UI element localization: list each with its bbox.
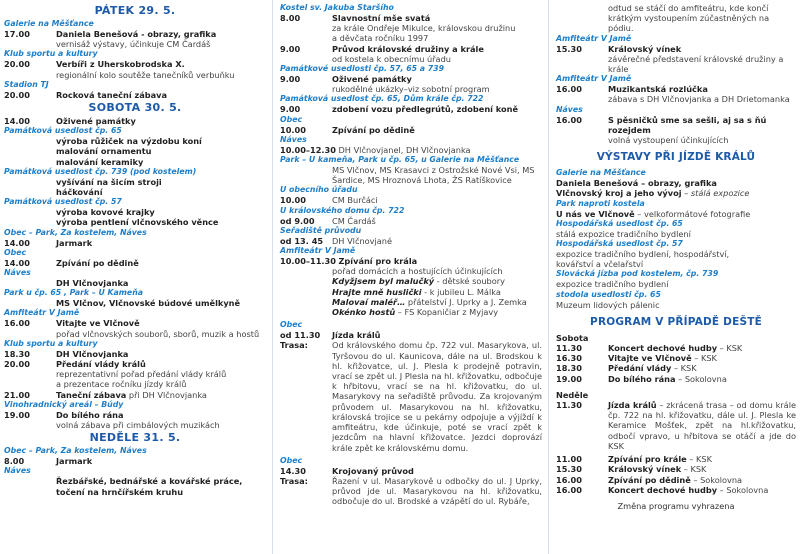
event-desc: při DH Vlčnovjanka — [128, 389, 207, 400]
event-title: Řezbářské, bednářské a kovářské práce, — [56, 476, 243, 487]
sub-program-title: Kdyžjsem byl malučký — [332, 276, 435, 287]
event-title: Zpívání po dědině — [332, 124, 415, 135]
event-title: Vitajte ve Vlčnově — [608, 353, 692, 364]
route-label: Trasa: — [280, 340, 308, 351]
event-desc: CM Čardáš — [332, 215, 376, 226]
exhibition-desc: stálá expozice tradičního bydlení — [556, 228, 691, 239]
event-time: 9.00 — [280, 43, 301, 54]
exhibition-desc: – stálá expozice — [681, 188, 750, 199]
venue-label: Park naproti kostela — [556, 198, 645, 208]
venue-label: Slovácká jízba pod kostelem, čp. 739 — [556, 269, 719, 279]
event-row — [4, 90, 266, 100]
event-title: Jarmark — [56, 456, 93, 467]
event-desc: – KSK — [686, 454, 712, 465]
event-row — [556, 475, 796, 485]
event-time: 21.00 — [4, 389, 30, 400]
event-desc: – Sokolovna — [690, 474, 743, 485]
venue-label: stodola usedlosti čp. 65 — [556, 289, 661, 299]
event-row — [280, 44, 542, 54]
event-row — [556, 84, 796, 94]
event-time: 18.30 — [556, 363, 582, 374]
event-title: Oživené památky — [56, 116, 136, 127]
event-row — [280, 236, 542, 246]
event-row — [556, 485, 796, 495]
sub-program-title: Okénko hostů — [332, 307, 396, 318]
event-title: výroba růžiček na výzdobu koní — [56, 136, 202, 147]
event-row — [280, 13, 542, 23]
event-title: Jarmark — [56, 237, 93, 248]
event-desc: – Sokolovna — [717, 484, 769, 495]
event-time: 20.00 — [4, 59, 30, 70]
event-row — [4, 238, 266, 248]
event-row — [4, 116, 266, 126]
event-row — [4, 359, 266, 369]
event-desc: od kostela k obecnímu úřadu — [332, 53, 451, 64]
event-title: točení na hrnčířském kruhu — [56, 486, 184, 497]
event-title: Rocková taneční zábava — [56, 89, 168, 100]
sub-program-desc: – FS Kopaničiar z Myjavy — [395, 307, 499, 318]
event-time: od 13. 45 — [280, 235, 324, 246]
venue-label: Obec — [280, 455, 303, 465]
event-time: 20.00 — [4, 89, 30, 100]
route-text: Od královského domu čp. 722 vul. Masarykova, ul. Tyršovou do ul. Kaunicova, dále na ul. Brodskou k hl. křižovatce, ul. J. Plesla k prodejně potravin, vrací se zpět ul. J Plesla na hl. křižovatku, odbočuje k hřbitovu, vrací se na hl. křižovatku, do ul. Masarykovy na seřadiště průvodu. Za krojovaným průvodem ul. Masarykovou na hl. křižovatku, královská trojice se u pekárny odpojuje a výjíždí k amfiteátru, kde účinkuje, poté se vrací zpět k jezdcům na hlavní křižovatce. Jezdci doprovází krále zpět ke královskému domu. — [332, 340, 542, 453]
event-row — [556, 454, 796, 464]
venue-label: Klub sportu a kultury — [4, 338, 98, 348]
event-row — [4, 349, 266, 359]
venue-label: Náves — [280, 134, 307, 144]
event-desc: DH Vlčnovjané — [332, 235, 393, 246]
event-row — [280, 104, 542, 114]
route-label: Trasa: — [280, 475, 308, 486]
event-time: 16.00 — [4, 318, 30, 329]
event-row — [280, 216, 542, 226]
event-time: 20.00 — [4, 359, 30, 370]
event-row — [556, 363, 796, 373]
event-row — [280, 330, 542, 340]
event-time: 10.00–12.30 — [280, 144, 336, 155]
event-desc: pořad vlčnovských souborů, sborů, muzik a hostů — [56, 328, 260, 339]
event-title: Krojovaný průvod — [332, 465, 414, 476]
event-time: 14.00 — [4, 116, 30, 127]
event-time: 14.30 — [280, 465, 306, 476]
event-desc: DH Vlčnovjanel, DH Vlčnovjanka — [338, 144, 471, 155]
event-row — [556, 464, 796, 474]
event-desc: – KSK — [681, 464, 707, 475]
event-title: Vitajte ve Vlčnově — [56, 318, 140, 329]
event-row — [556, 374, 796, 384]
footer-note: Změna programu vyhrazena — [617, 500, 735, 511]
event-time: 16.00 — [556, 84, 582, 95]
event-time: 11.30 — [556, 400, 582, 411]
event-time: 14.00 — [4, 257, 30, 268]
event-row — [556, 343, 796, 353]
event-row — [280, 125, 542, 135]
event-time: 18.30 — [4, 348, 30, 359]
event-title: výroba pentlení vlčnovského věnce — [56, 217, 219, 228]
event-time: 8.00 — [4, 456, 25, 467]
event-desc: a prezentace ročníku jízdy králů — [56, 379, 187, 390]
venue-label: Galerie na Měšťance — [556, 168, 646, 178]
event-title: Oživené památky — [332, 74, 412, 85]
venue-label: Hospodářská usedlost čp. 65 — [556, 218, 683, 228]
event-title: Do bílého rána — [608, 373, 676, 384]
event-desc: rukodělné ukázky–viz sobotní program — [332, 84, 490, 95]
event-title: Koncert dechové hudby — [608, 484, 718, 495]
event-title: Zpívání po dědině — [56, 257, 139, 268]
event-time: 14.00 — [4, 237, 30, 248]
exhibition-title: U nás ve Vlčnově — [556, 208, 635, 219]
sub-program-title: Malovaí maléř… — [332, 296, 406, 307]
event-title: Slavnostní mše svatá — [332, 13, 431, 23]
event-desc: – zkrácená trasa – od domu krále čp. 722 na hl. křižovatku, dále ul. J. Plesla ke Keramice Mošťek, zpět na hl.křižovatku, odbočí vpravo, u hřbitova se otáčí a jde do KSK — [608, 400, 797, 451]
event-title: vyšívání na šicím stroji — [56, 176, 162, 187]
venue-label: Amfiteátr V Jamě — [280, 246, 356, 256]
event-time: 19.00 — [4, 409, 30, 420]
venue-label: Památková usedlost čp. 65 — [4, 126, 122, 136]
sub-program-desc: přátelství J. Uprky a J. Zemka — [405, 296, 527, 307]
venue-label: Galerie na Měšťance — [4, 19, 94, 28]
venue-label: Obec – Park, Za kostelem, Náves — [4, 227, 147, 237]
event-title: Průvod královské družiny a krále — [332, 43, 484, 54]
event-time: 10.00–11.30 — [280, 256, 336, 267]
exhibition-desc: kovářství a včelařství — [556, 259, 644, 270]
column-divider-1 — [272, 0, 273, 554]
event-desc: pořad domácích a hostujících účinkujících — [332, 266, 503, 277]
event-desc: zábava s DH Vlčnovjanka a DH Drietomanka — [608, 94, 790, 105]
event-row — [4, 258, 266, 268]
event-desc: vernisáž výstavy, účinkuje CM Čardáš — [56, 39, 211, 50]
venue-label: Park – U kameňa, Park u čp. 65, u Galerie na Měšťance — [280, 155, 520, 165]
event-row — [4, 410, 266, 420]
event-time: 9.00 — [280, 104, 301, 115]
event-time: 10.00 — [280, 195, 306, 206]
event-row — [4, 29, 266, 39]
venue-label: Památková usedlost čp. 739 (pod kostelem) — [4, 166, 197, 176]
event-time: 16.00 — [556, 114, 582, 125]
event-desc: – KSK — [691, 353, 717, 364]
exhibition-desc: expozice tradičního bydlení, hospodářství, — [556, 249, 730, 260]
event-time: 11.00 — [556, 454, 582, 465]
event-desc: – Sokolovna — [675, 373, 727, 384]
event-time: od 11.30 — [280, 330, 321, 341]
event-title: Koncert dechové hudby — [608, 343, 718, 354]
venue-label: Klub sportu a kultury — [4, 49, 98, 59]
day-heading-saturday: SOBOTA 30. 5. — [88, 101, 182, 115]
event-time: 17.00 — [4, 29, 30, 39]
exhibitions-heading: VÝSTAVY PŘI JÍZDĚ KRÁLŮ — [596, 151, 756, 164]
venue-label: Kostel sv. Jakuba Staršího — [280, 3, 394, 12]
rain-program-heading: PROGRAM V PŘÍPADĚ DEŠTĚ — [590, 315, 762, 328]
sub-program-title: Hrajte mně huslički — [332, 286, 422, 297]
program-column-1 — [4, 3, 266, 497]
event-desc: volná zábava při cimbálových muzikách — [56, 420, 220, 431]
event-desc: MS Vlčnov, MS Krasavci z Ostrožské Nové Vsi, MS — [332, 165, 535, 176]
event-desc: za krále Ondřeje Mikulce, královskou družinu — [332, 23, 516, 34]
event-desc: regionální kolo soutěže tanečníků verbuňku — [56, 69, 235, 80]
sub-program-desc: - dětské soubory — [434, 276, 505, 287]
event-time: 19.00 — [556, 373, 582, 384]
event-title: malování keramiky — [56, 156, 144, 167]
event-time: 16.30 — [556, 353, 582, 364]
exhibition-desc: expozice tradičního bydlení — [556, 279, 669, 290]
event-title: Jízda králů — [332, 330, 381, 341]
event-time: 8.00 — [280, 13, 301, 23]
venue-label: Náves — [556, 104, 583, 114]
day-heading-sunday: NEDĚLE 31. 5. — [89, 431, 181, 445]
venue-label: Obec — [280, 114, 303, 124]
column-divider-2 — [548, 0, 549, 554]
venue-label: Park u čp. 65 , Park – U Kameňa — [4, 288, 144, 298]
venue-label: Náves — [4, 466, 31, 476]
event-title: Daniela Benešová - obrazy, grafika — [56, 29, 217, 39]
venue-label: Památková usedlost čp. 57 — [4, 197, 122, 207]
event-title: Muzikantská rozlúčka — [608, 84, 708, 95]
event-time: 9.00 — [280, 74, 301, 85]
venue-label: U královského domu čp. 722 — [280, 205, 405, 215]
event-time: 16.00 — [556, 484, 582, 495]
event-title: Verbíři z Uherskobrodska X. — [56, 59, 185, 70]
event-title: výroba kovové krajky — [56, 207, 155, 218]
event-title: Taneční zábava — [56, 389, 127, 400]
event-row — [4, 59, 266, 69]
event-row — [280, 195, 542, 205]
sub-program-desc: - k jubileu L. Málka — [421, 286, 501, 297]
venue-label: Hospodářská usedlost čp. 57 — [556, 239, 683, 249]
event-title: Zpívání po dědině — [608, 474, 691, 485]
venue-label: Amfiteátr V Jamě — [4, 308, 80, 318]
exhibition-desc: – velkoformátové fotografie — [634, 208, 751, 219]
event-title: zdobení vozu předlegrútů, zdobení koně — [332, 104, 519, 115]
day-heading-friday: PÁTEK 29. 5. — [94, 4, 176, 17]
event-row — [280, 256, 542, 266]
event-title: Předání vlády — [608, 363, 672, 374]
event-title: malování ornamentu — [56, 146, 152, 157]
program-column-2 — [280, 3, 542, 507]
exhibition-title: Vlčnovský kroj a jeho vývoj — [556, 188, 682, 199]
event-time: od 9.00 — [280, 215, 315, 226]
exhibition-desc: Muzeum lidových pálenic — [556, 299, 660, 310]
event-time: 10.00 — [280, 124, 306, 135]
event-desc: CM Burčáci — [332, 195, 378, 206]
venue-label: Seřadiště průvodu — [280, 225, 362, 235]
event-time: 11.30 — [556, 343, 582, 354]
event-title: Zpívání pro krále — [608, 454, 687, 465]
event-desc: reprezentativní pořad předání vlády králů — [56, 369, 227, 380]
venue-label: Obec — [280, 320, 303, 330]
event-title: Zpívání pro krála — [338, 256, 418, 267]
event-title: háčkování — [56, 187, 103, 198]
event-row — [556, 400, 796, 451]
event-row — [280, 145, 542, 155]
event-time: 15.30 — [556, 43, 582, 54]
event-desc: a děvčata ročníku 1997 — [332, 33, 429, 44]
venue-label: Památková usedlost čp. 65, Dům krále čp. 722 — [280, 94, 484, 104]
venue-label: Amfiteátr V Jamě — [556, 74, 632, 84]
venue-label: Obec — [4, 247, 27, 257]
event-row — [556, 353, 796, 363]
event-title: S pěsničků sme sa sešli, aj sa s ňú rozejdem — [608, 114, 767, 135]
event-row — [556, 44, 796, 54]
venue-label: Náves — [4, 268, 31, 278]
event-desc: Šardice, MS Hroznová Lhota, ŽS Ratíškovice — [332, 175, 512, 186]
event-time: 16.00 — [556, 474, 582, 485]
event-time: 15.30 — [556, 464, 582, 475]
event-title: DH Vlčnovjanka — [56, 348, 129, 359]
event-title: Do bílého rána — [56, 409, 124, 420]
event-row — [4, 456, 266, 466]
event-title: Královský vínek — [608, 464, 682, 475]
venue-label: Památkové usedlosti čp. 57, 65 a 739 — [280, 64, 445, 74]
venue-label: U obecního úřadu — [280, 185, 358, 195]
event-title: Královský vínek — [608, 43, 682, 54]
day-label: Neděle — [556, 389, 589, 400]
event-row — [4, 390, 266, 400]
event-desc: závěrečné představení královské družiny a krále — [608, 53, 784, 75]
venue-label: Amfiteátr V Jamě — [556, 33, 632, 43]
event-row — [280, 466, 542, 476]
venue-label: Stadion TJ — [4, 79, 49, 89]
venue-label: Vinohradnický areál – Búdy — [4, 399, 124, 409]
event-row — [280, 74, 542, 84]
program-column-3 — [556, 3, 796, 511]
venue-label: Obec – Park, Za kostelem, Náves — [4, 446, 147, 456]
event-title: MS Vlčnov, Vlčnovské búdové umělkyně — [56, 298, 241, 309]
day-label: Sobota — [556, 332, 589, 343]
event-desc: – KSK — [671, 363, 697, 374]
exhibition-title: Daniela Benešová – obrazy, grafika — [556, 178, 717, 189]
event-title: Jízda králů — [608, 400, 657, 411]
event-desc: – KSK — [717, 343, 743, 354]
event-row — [4, 318, 266, 328]
event-desc: volná vystoupení účinkujících — [608, 135, 729, 146]
event-row — [556, 115, 796, 135]
route-text: Řazení v ul. Masarykově u odbočky do ul. J Uprky, průvod jde ul. Masarykovou na hl. křižovatku, odbočuje do ul. Brodské a vzápětí do ul. Rybáře, — [332, 475, 542, 507]
event-title: DH Vlčnovjanka — [56, 278, 129, 289]
event-desc: odtud se stáčí do amfiteátru, kde končí krátkým vystoupením zúčastněných na pódiu. — [608, 3, 770, 34]
event-title: Předání vlády králů — [56, 359, 146, 370]
